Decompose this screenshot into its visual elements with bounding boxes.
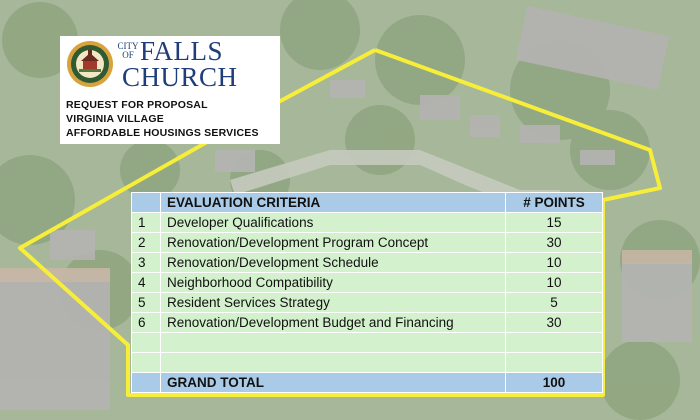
row-points: 10 bbox=[506, 273, 603, 293]
row-number bbox=[132, 333, 161, 353]
logo-falls-text: FALLS bbox=[140, 36, 224, 66]
city-logo-panel bbox=[60, 36, 280, 144]
grand-total-label: GRAND TOTAL bbox=[161, 373, 506, 393]
table-row-empty bbox=[132, 333, 603, 353]
row-number: 6 bbox=[132, 313, 161, 333]
rfp-title-block bbox=[66, 98, 259, 140]
header-criteria-cell: EVALUATION CRITERIA bbox=[161, 193, 506, 213]
row-criteria bbox=[161, 333, 506, 353]
row-number: 4 bbox=[132, 273, 161, 293]
row-points: 5 bbox=[506, 293, 603, 313]
row-number: 1 bbox=[132, 213, 161, 233]
row-points: 30 bbox=[506, 233, 603, 253]
city-seal-icon bbox=[66, 40, 114, 88]
total-number-cell bbox=[132, 373, 161, 393]
table-row bbox=[132, 313, 603, 333]
grand-total-row bbox=[132, 373, 603, 393]
table-header-row bbox=[132, 193, 603, 213]
table-row bbox=[132, 293, 603, 313]
table-row bbox=[132, 253, 603, 273]
rfp-line-1: REQUEST FOR PROPOSAL bbox=[66, 99, 208, 111]
row-number: 3 bbox=[132, 253, 161, 273]
row-number bbox=[132, 353, 161, 373]
row-criteria: Renovation/Development Budget and Financing bbox=[161, 313, 506, 333]
rfp-line-3: AFFORDABLE HOUSINGS SERVICES bbox=[66, 127, 259, 139]
header-number-cell bbox=[132, 193, 161, 213]
row-criteria: Developer Qualifications bbox=[161, 213, 506, 233]
table-row-empty bbox=[132, 353, 603, 373]
city-of-line-2: OF bbox=[122, 50, 134, 60]
city-of-line-1: CITY bbox=[117, 41, 139, 51]
rfp-line-2: VIRGINIA VILLAGE bbox=[66, 113, 164, 125]
row-criteria: Renovation/Development Schedule bbox=[161, 253, 506, 273]
row-points bbox=[506, 333, 603, 353]
row-points: 30 bbox=[506, 313, 603, 333]
row-points: 10 bbox=[506, 253, 603, 273]
row-criteria: Resident Services Strategy bbox=[161, 293, 506, 313]
city-of-label bbox=[116, 42, 140, 60]
row-criteria bbox=[161, 353, 506, 373]
table-row bbox=[132, 273, 603, 293]
row-points bbox=[506, 353, 603, 373]
table-row bbox=[132, 233, 603, 253]
row-criteria: Renovation/Development Program Concept bbox=[161, 233, 506, 253]
table-row bbox=[132, 213, 603, 233]
header-points-cell: # POINTS bbox=[506, 193, 603, 213]
row-number: 5 bbox=[132, 293, 161, 313]
row-number: 2 bbox=[132, 233, 161, 253]
logo-church-text: CHURCH bbox=[122, 62, 238, 92]
evaluation-criteria-table bbox=[131, 192, 603, 393]
grand-total-points: 100 bbox=[506, 373, 603, 393]
row-criteria: Neighborhood Compatibility bbox=[161, 273, 506, 293]
row-points: 15 bbox=[506, 213, 603, 233]
